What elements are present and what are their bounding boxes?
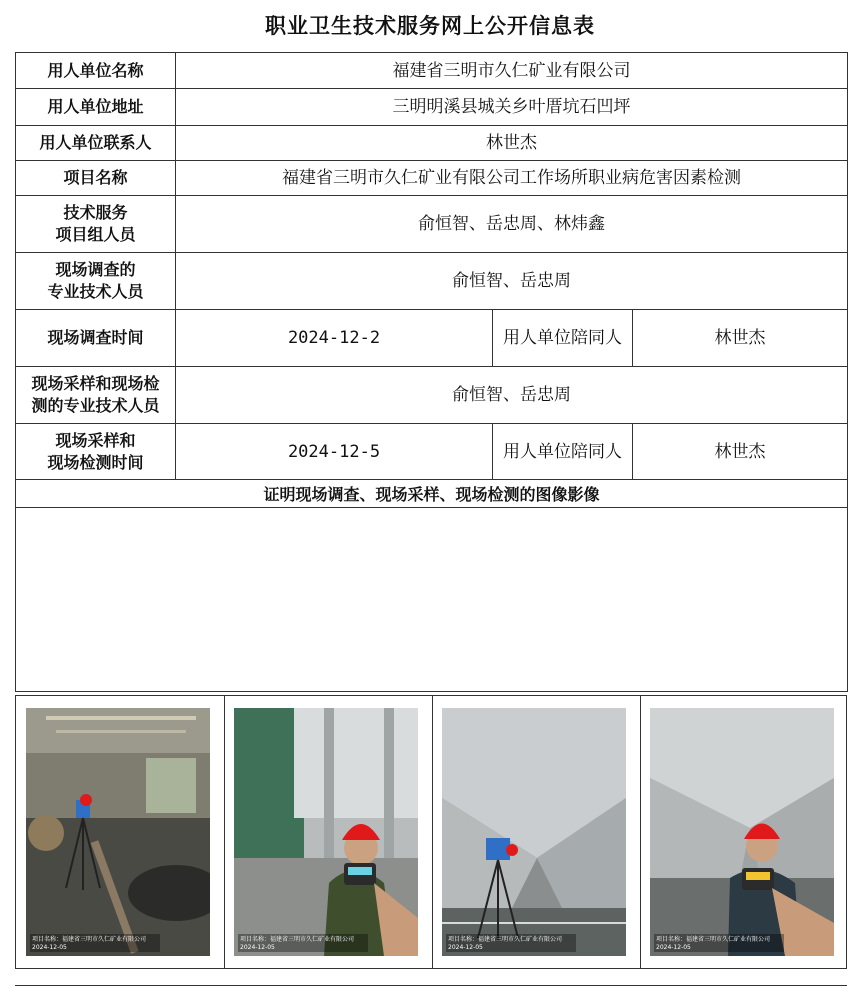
row-images-title <box>16 480 848 508</box>
helmet-icon <box>506 844 518 856</box>
photo-caption-line1: 项目名称：福建省三明市久仁矿业有限公司 <box>448 936 563 943</box>
wall-window <box>146 758 196 813</box>
value-unit-contact: 林世杰 <box>176 126 848 161</box>
page-title: 职业卫生技术服务网上公开信息表 <box>265 14 595 38</box>
row-images-blank <box>16 508 848 692</box>
value-survey-date: 2024-12-2 <box>176 310 493 367</box>
photo-caption-line1: 项目名称：福建省三明市久仁矿业有限公司 <box>32 936 147 943</box>
photo-strip <box>15 695 847 969</box>
label-unit-name: 用人单位名称 <box>16 53 176 89</box>
label-unit-address: 用人单位地址 <box>16 89 176 126</box>
label-service-team <box>16 196 176 253</box>
value-sampling-escort: 林世杰 <box>633 424 848 480</box>
photo-caption-line2: 2024-12-05 <box>448 944 483 951</box>
images-blank-area <box>16 508 848 692</box>
steel-column <box>384 708 394 858</box>
photo-cell-4 <box>640 696 848 968</box>
value-survey-escort: 林世杰 <box>633 310 848 367</box>
meter-screen <box>746 872 770 880</box>
photo-cell-2 <box>224 696 433 968</box>
building-structure <box>294 708 418 818</box>
steel-column <box>324 708 334 858</box>
value-unit-address: 三明明溪县城关乡叶厝坑石凹坪 <box>176 89 848 126</box>
label-line: 现场采样和现场检 <box>31 374 160 393</box>
site-photo-1 <box>26 708 210 956</box>
label-unit-contact: 用人单位联系人 <box>16 126 176 161</box>
photo-caption-line1: 项目名称：福建省三明市久仁矿业有限公司 <box>240 936 355 943</box>
row-unit-address <box>16 89 848 126</box>
label-line: 测的专业技术人员 <box>31 396 160 415</box>
photo-caption-line2: 2024-12-05 <box>656 944 691 951</box>
label-line: 现场采样和 <box>55 430 136 450</box>
table-bottom-border <box>15 985 847 986</box>
label-survey-staff <box>16 253 176 310</box>
label-sampling-staff <box>16 367 176 424</box>
value-project-name: 福建省三明市久仁矿业有限公司工作场所职业病危害因素检测 <box>176 161 848 196</box>
row-sampling-time <box>16 424 848 480</box>
row-survey-time <box>16 310 848 367</box>
row-service-team <box>16 196 848 253</box>
green-tank <box>234 708 304 868</box>
photo-cell-3 <box>432 696 641 968</box>
images-section-title: 证明现场调查、现场采样、现场检测的图像影像 <box>16 480 848 508</box>
label-survey-escort: 用人单位陪同人 <box>493 310 633 367</box>
label-project-name: 项目名称 <box>16 161 176 196</box>
site-photo-4 <box>650 708 834 956</box>
label-line: 技术服务 <box>63 203 128 222</box>
label-line: 专业技术人员 <box>47 282 144 301</box>
row-unit-name <box>16 53 848 89</box>
label-line: 现场调查的 <box>55 260 136 279</box>
label-sampling-escort: 用人单位陪同人 <box>493 424 633 480</box>
label-line: 项目组人员 <box>55 225 136 244</box>
photo-caption-line1: 项目名称：福建省三明市久仁矿业有限公司 <box>656 936 771 943</box>
value-sampling-staff: 俞恒智、岳忠周 <box>176 367 848 424</box>
row-unit-contact <box>16 126 848 161</box>
row-sampling-staff <box>16 367 848 424</box>
site-photo-3 <box>442 708 626 956</box>
roof-beam <box>46 716 196 720</box>
photo-caption-line2: 2024-12-05 <box>32 944 67 951</box>
value-service-team: 俞恒智、岳忠周、林炜鑫 <box>176 196 848 253</box>
row-survey-staff <box>16 253 848 310</box>
label-sampling-time <box>16 424 176 480</box>
label-line: 现场检测时间 <box>47 452 144 472</box>
meter-screen <box>348 867 372 875</box>
photo-cell-1 <box>16 696 225 968</box>
value-survey-staff: 俞恒智、岳忠周 <box>176 253 848 310</box>
site-photo-2 <box>234 708 418 956</box>
info-table <box>15 52 848 692</box>
row-project-name <box>16 161 848 196</box>
roof-beam <box>56 730 186 733</box>
value-unit-name: 福建省三明市久仁矿业有限公司 <box>176 53 848 89</box>
value-sampling-date: 2024-12-5 <box>176 424 493 480</box>
wire-coil <box>28 815 64 851</box>
label-survey-time: 现场调查时间 <box>16 310 176 367</box>
helmet-icon <box>80 794 92 806</box>
photo-caption-line2: 2024-12-05 <box>240 944 275 951</box>
